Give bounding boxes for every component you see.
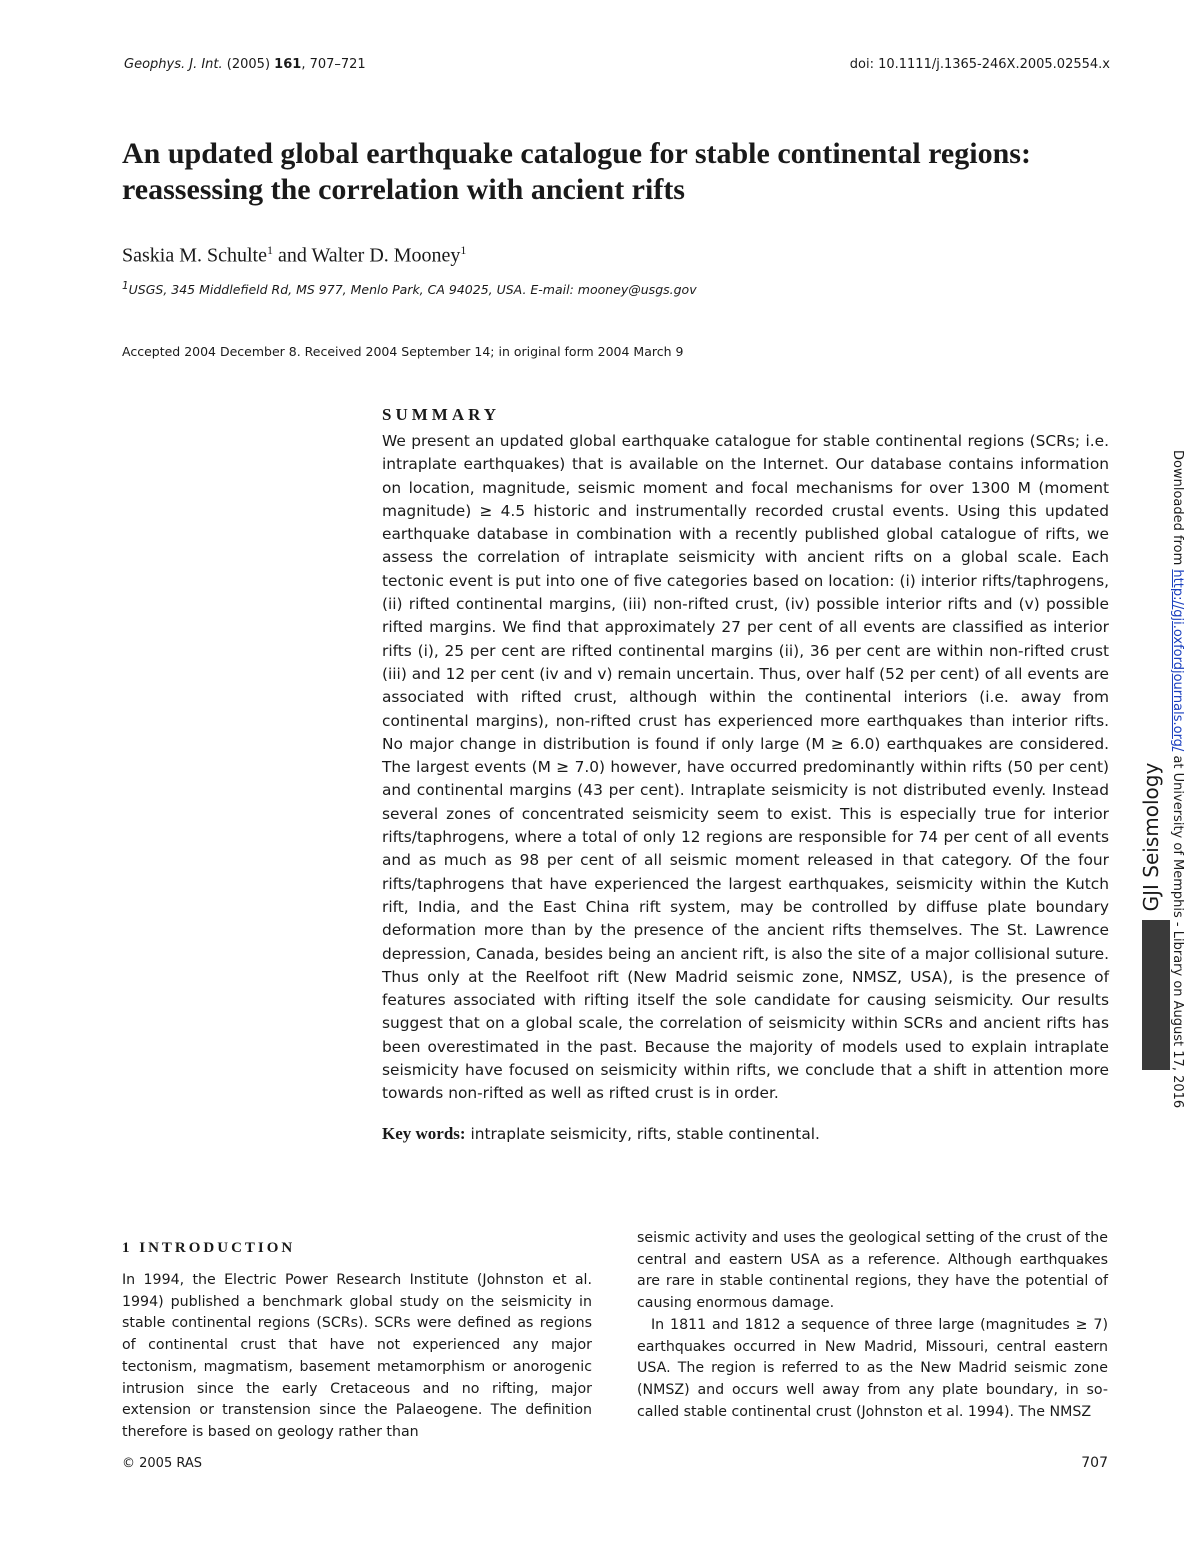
intro-paragraph-continued: seismic activity and uses the geological setting of the crust of the central and eastern USA as a reference. Although earthquakes are rare in stable continental regions, they have the potential of causing enormous damage. xyxy=(637,1230,1108,1312)
intro-paragraph-2: In 1811 and 1812 a sequence of three large (magnitudes ≥ 7) earthquakes occurred in New Madrid, Missouri, central eastern USA. The region is referred to as the New Madrid seismic zone (NMSZ) and occurs well away from any plate boundary, in so-called stable continental crust (Johnston et al. 1994). The NMSZ xyxy=(637,1316,1108,1420)
author-2: Walter D. Mooney xyxy=(311,244,461,267)
journal-year: (2005) xyxy=(226,57,271,72)
journal-name: Geophys. J. Int. xyxy=(124,57,223,72)
keywords xyxy=(382,1124,820,1144)
download-prefix: Downloaded from xyxy=(1170,450,1185,570)
copyright: © 2005 RAS xyxy=(122,1456,202,1471)
authors xyxy=(122,243,466,268)
keywords-text: intraplate seismicity, rifts, stable continental. xyxy=(465,1125,820,1143)
download-link[interactable]: http://gji.oxfordjournals.org/ xyxy=(1170,569,1185,752)
download-suffix: at University of Memphis - Library on August 17, 2016 xyxy=(1170,751,1185,1109)
section-bar xyxy=(1142,920,1170,1070)
paper-title: An updated global earthquake catalogue for stable continental regions: reassessing the correlation with ancient rifts xyxy=(122,137,1031,206)
journal-volume: 161 xyxy=(274,57,302,72)
doi[interactable]: doi: 10.1111/j.1365-246X.2005.02554.x xyxy=(849,57,1110,72)
authors-and: and xyxy=(273,244,312,267)
download-notice xyxy=(1170,450,1185,1109)
author-1: Saskia M. Schulte xyxy=(122,244,267,267)
page-number: 707 xyxy=(1081,1455,1108,1471)
journal-reference xyxy=(124,57,366,72)
summary-heading: SUMMARY xyxy=(382,405,501,424)
affiliation-text: USGS, 345 Middlefield Rd, MS 977, Menlo Park, CA 94025, USA. E-mail: mooney@usgs.gov xyxy=(128,282,697,298)
section-heading-introduction: 1 INTRODUCTION xyxy=(122,1240,296,1256)
keywords-label: Key words: xyxy=(382,1124,466,1143)
author-2-affil-mark: 1 xyxy=(460,243,467,257)
right-column xyxy=(637,1228,1108,1423)
intro-paragraph-1: In 1994, the Electric Power Research Institute (Johnston et al. 1994) published a benchmark global study on the seismicity in stable continental regions (SCRs). SCRs were defined as regions of continental crust that have not experienced any major tectonism, magmatism, basement metamorphism or anorogenic intrusion since the early Cretaceous and no rifting, major extension or transtension since the Palaeogene. The definition therefore is based on geology rather than xyxy=(122,1272,592,1440)
dates-line: Accepted 2004 December 8. Received 2004 September 14; in original form 2004 March 9 xyxy=(122,344,684,359)
left-column xyxy=(122,1270,592,1444)
journal-pages: , 707–721 xyxy=(301,57,366,72)
summary-text: We present an updated global earthquake catalogue for stable continental regions (SCRs; i.e. intraplate earthquakes) that is available on the Internet. Our database contains information on location, magnitude, seismic moment and focal mechanisms for over 1300 M (moment magnitude) ≥ 4.5 historic and instrumentally recorded crustal events. Using this updated earthquake database in combination with a recently published global catalogue of rifts, we assess the correlation of intraplate seismicity with ancient rifts on a global scale. Each tectonic event is put into one of five categories based on location: (i) interior rifts/taphrogens, (ii) rifted continental margins, (iii) non-rifted crust, (iv) possible interior rifts and (v) possible rifted margins. We find that approximately 27 per cent of all events are classified as interior rifts (i), 25 per cent are rifted continental margins (ii), 36 per cent are within non-rifted crust (iii) and 12 per cent (iv and v) remain uncertain. Thus, over half (52 per cent) of all events are associated with rifted crust, although within the continental interiors (i.e. away from continental margins), non-rifted crust has experienced more earthquakes than interior rifts. No major change in distribution is found if only large (M ≥ 6.0) earthquakes are considered. The largest events (M ≥ 7.0) however, have occurred predominantly within rifts (50 per cent) and continental margins (43 per cent). Intraplate seismicity is not distributed evenly. Instead several zones of concentrated seismicity seem to exist. This is especially true for interior rifts/taphrogens, where a total of only 12 regions are responsible for 74 per cent of all events and as much as 98 per cent of all seismic moment released in that category. Of the four rifts/taphrogens that have experienced the largest earthquakes, seismicity within the Kutch rift, India, and the East China rift system, may be controlled by diffuse plate boundary deformation more than by the presence of the ancient rifts themselves. The St. Lawrence depression, Canada, besides being an ancient rift, is also the site of a major collisional suture. Thus only at the Reelfoot rift (New Madrid seismic zone, NMSZ, USA), is the presence of features associated with rifting itself the sole candidate for causing seismicity. Our results suggest that on a global scale, the correlation of seismicity within SCRs and ancient rifts has been overestimated in the past. Because the majority of models used to explain intraplate seismicity have focused on seismicity within rifts, we conclude that a shift in attention more towards non-rifted as well as rifted crust is in order. xyxy=(382,432,1109,1103)
affiliation xyxy=(122,280,697,297)
section-label: GJI Seismology xyxy=(1139,762,1163,912)
author-1-affil-mark: 1 xyxy=(267,243,273,257)
affiliation-mark: 1 xyxy=(122,280,129,292)
